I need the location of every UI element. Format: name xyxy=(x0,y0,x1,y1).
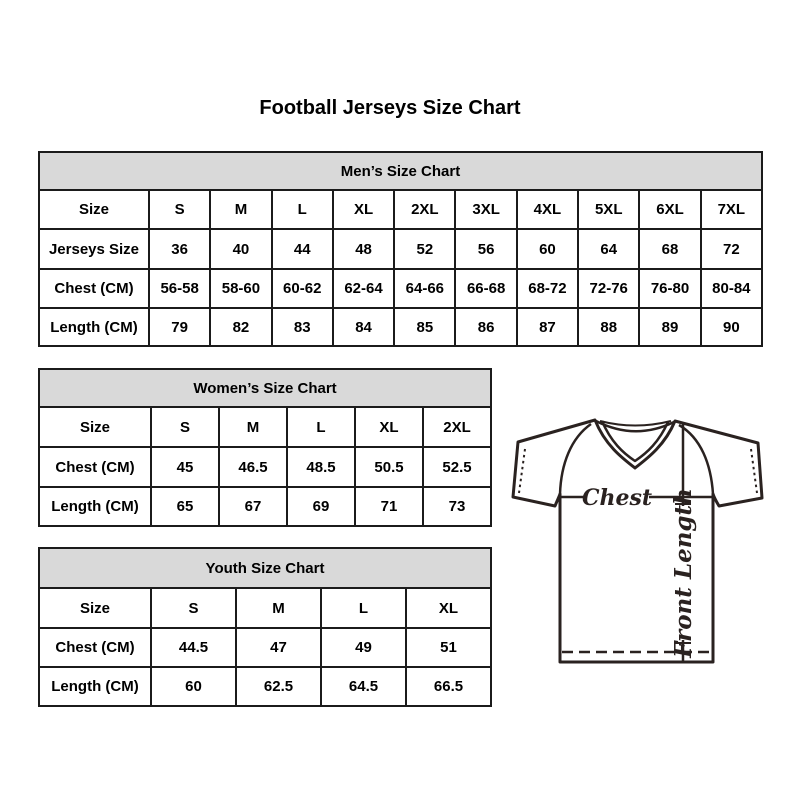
collar-arc xyxy=(600,421,671,426)
size-value-cell: 4XL xyxy=(517,190,578,229)
size-value-cell: S xyxy=(151,588,236,628)
chest-label: Chest xyxy=(581,485,653,511)
row-label: Length (CM) xyxy=(39,308,149,346)
size-value-cell: 64.5 xyxy=(321,667,406,706)
size-value-cell: 36 xyxy=(149,229,210,269)
size-value-cell: 7XL xyxy=(701,190,762,229)
size-value-cell: 80-84 xyxy=(701,269,762,308)
table-row xyxy=(39,407,491,447)
jersey-measurement-diagram xyxy=(505,400,777,690)
size-value-cell: 5XL xyxy=(578,190,639,229)
row-label: Length (CM) xyxy=(39,667,151,706)
size-value-cell: 66-68 xyxy=(455,269,516,308)
size-value-cell: 85 xyxy=(394,308,455,346)
jersey-diagram-icon xyxy=(505,400,777,690)
table-title: Men’s Size Chart xyxy=(39,152,762,190)
size-value-cell: 48 xyxy=(333,229,394,269)
jersey-outline xyxy=(513,420,762,662)
table-row xyxy=(39,152,762,190)
size-value-cell: L xyxy=(272,190,333,229)
size-value-cell: 65 xyxy=(151,487,219,526)
size-value-cell: 40 xyxy=(210,229,271,269)
size-value-cell: 79 xyxy=(149,308,210,346)
size-value-cell: L xyxy=(287,407,355,447)
size-value-cell: 60-62 xyxy=(272,269,333,308)
size-value-cell: 64 xyxy=(578,229,639,269)
size-value-cell: 6XL xyxy=(639,190,700,229)
size-value-cell: 87 xyxy=(517,308,578,346)
size-value-cell: 88 xyxy=(578,308,639,346)
table-row xyxy=(39,628,491,667)
table-row xyxy=(39,369,491,407)
row-label: Chest (CM) xyxy=(39,628,151,667)
table-row xyxy=(39,667,491,706)
table-row xyxy=(39,190,762,229)
size-value-cell: XL xyxy=(355,407,423,447)
table-title: Youth Size Chart xyxy=(39,548,491,588)
size-value-cell: 76-80 xyxy=(639,269,700,308)
size-value-cell: 69 xyxy=(287,487,355,526)
size-value-cell: 60 xyxy=(517,229,578,269)
size-value-cell: 68-72 xyxy=(517,269,578,308)
size-value-cell: 47 xyxy=(236,628,321,667)
size-value-cell: 52.5 xyxy=(423,447,491,487)
row-label: Jerseys Size xyxy=(39,229,149,269)
table-row xyxy=(39,229,762,269)
row-label: Chest (CM) xyxy=(39,447,151,487)
row-label: Length (CM) xyxy=(39,487,151,526)
size-value-cell: 73 xyxy=(423,487,491,526)
size-value-cell: 56-58 xyxy=(149,269,210,308)
row-label: Size xyxy=(39,407,151,447)
size-value-cell: 46.5 xyxy=(219,447,287,487)
size-value-cell: 44.5 xyxy=(151,628,236,667)
size-value-cell: M xyxy=(210,190,271,229)
size-value-cell: 2XL xyxy=(423,407,491,447)
size-value-cell: 67 xyxy=(219,487,287,526)
table-row xyxy=(39,447,491,487)
size-value-cell: S xyxy=(151,407,219,447)
size-value-cell: L xyxy=(321,588,406,628)
table-row xyxy=(39,308,762,346)
size-value-cell: 50.5 xyxy=(355,447,423,487)
row-label: Size xyxy=(39,190,149,229)
size-value-cell: 60 xyxy=(151,667,236,706)
size-value-cell: 66.5 xyxy=(406,667,491,706)
table-title: Women’s Size Chart xyxy=(39,369,491,407)
size-value-cell: 2XL xyxy=(394,190,455,229)
size-value-cell: S xyxy=(149,190,210,229)
size-value-cell: 84 xyxy=(333,308,394,346)
size-value-cell: 64-66 xyxy=(394,269,455,308)
size-value-cell: M xyxy=(219,407,287,447)
size-value-cell: 48.5 xyxy=(287,447,355,487)
size-value-cell: 72-76 xyxy=(578,269,639,308)
size-value-cell: 62.5 xyxy=(236,667,321,706)
size-value-cell: 68 xyxy=(639,229,700,269)
size-value-cell: 51 xyxy=(406,628,491,667)
size-value-cell: 45 xyxy=(151,447,219,487)
row-label: Chest (CM) xyxy=(39,269,149,308)
size-value-cell: 56 xyxy=(455,229,516,269)
row-label: Size xyxy=(39,588,151,628)
size-value-cell: 62-64 xyxy=(333,269,394,308)
size-value-cell: M xyxy=(236,588,321,628)
size-value-cell: 83 xyxy=(272,308,333,346)
size-value-cell: 58-60 xyxy=(210,269,271,308)
front-length-label: Front Length xyxy=(670,488,697,658)
youth-size-table xyxy=(38,547,492,707)
size-value-cell: 90 xyxy=(701,308,762,346)
table-row xyxy=(39,269,762,308)
womens-size-table xyxy=(38,368,492,527)
table-row xyxy=(39,487,491,526)
size-value-cell: 82 xyxy=(210,308,271,346)
size-value-cell: XL xyxy=(333,190,394,229)
size-value-cell: 71 xyxy=(355,487,423,526)
size-value-cell: 44 xyxy=(272,229,333,269)
size-value-cell: 86 xyxy=(455,308,516,346)
size-value-cell: 49 xyxy=(321,628,406,667)
table-row xyxy=(39,588,491,628)
mens-size-table xyxy=(38,151,763,347)
table-row xyxy=(39,548,491,588)
page-title: Football Jerseys Size Chart xyxy=(259,97,521,119)
size-value-cell: 3XL xyxy=(455,190,516,229)
size-value-cell: 72 xyxy=(701,229,762,269)
size-value-cell: 52 xyxy=(394,229,455,269)
size-value-cell: 89 xyxy=(639,308,700,346)
size-value-cell: XL xyxy=(406,588,491,628)
